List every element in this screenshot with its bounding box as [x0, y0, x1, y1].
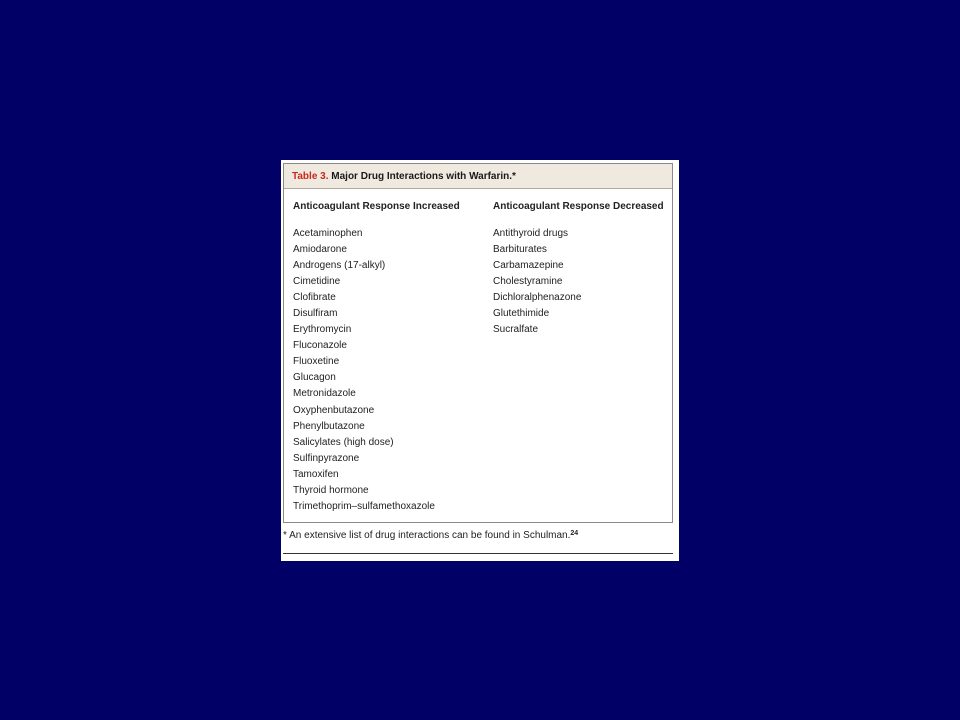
column-response-decreased [493, 199, 664, 338]
footnote-reference: 24 [570, 530, 579, 537]
column-response-increased [293, 199, 460, 515]
footnote-text: * An extensive list of drug interactions can be found in Schulman. [283, 530, 571, 541]
column-heading: Anticoagulant Response Decreased [493, 201, 664, 212]
drug-item: Cimetidine [293, 276, 341, 288]
drug-item: Clofibrate [293, 292, 336, 304]
drug-item: Carbamazepine [493, 260, 564, 272]
drug-item: Barbiturates [493, 244, 547, 256]
drug-item: Oxyphenbutazone [293, 404, 375, 416]
table-footnote [283, 530, 578, 541]
drug-item: Erythromycin [293, 324, 352, 336]
drug-list-decreased [493, 226, 664, 338]
table-number: Table 3. [292, 171, 329, 182]
bottom-rule [283, 553, 673, 554]
drug-item: Fluoxetine [293, 356, 340, 368]
drug-item: Fluconazole [293, 340, 347, 352]
table-caption [284, 164, 672, 189]
drug-interaction-table [283, 163, 673, 523]
drug-item: Disulfiram [293, 308, 338, 320]
table-title: Major Drug Interactions with Warfarin.* [331, 171, 516, 182]
drug-item: Salicylates (high dose) [293, 436, 394, 448]
drug-item: Sulfinpyrazone [293, 452, 360, 464]
drug-item: Phenylbutazone [293, 420, 365, 432]
drug-item: Sucralfate [493, 324, 539, 336]
drug-item: Cholestyramine [493, 276, 563, 288]
drug-item: Antithyroid drugs [493, 228, 569, 239]
drug-item: Metronidazole [293, 388, 356, 400]
drug-item: Androgens (17-alkyl) [293, 260, 386, 272]
column-heading: Anticoagulant Response Increased [293, 201, 460, 212]
drug-item: Acetaminophen [293, 228, 363, 239]
drug-item: Dichloralphenazone [493, 292, 582, 304]
drug-item: Thyroid hormone [293, 484, 369, 496]
table-figure [281, 160, 679, 561]
drug-item: Trimethoprim–sulfamethoxazole [293, 500, 435, 512]
drug-item: Tamoxifen [293, 468, 339, 480]
drug-item: Amiodarone [293, 244, 347, 256]
drug-item: Glucagon [293, 372, 336, 384]
drug-item: Glutethimide [493, 308, 550, 320]
drug-list-increased [293, 226, 460, 515]
